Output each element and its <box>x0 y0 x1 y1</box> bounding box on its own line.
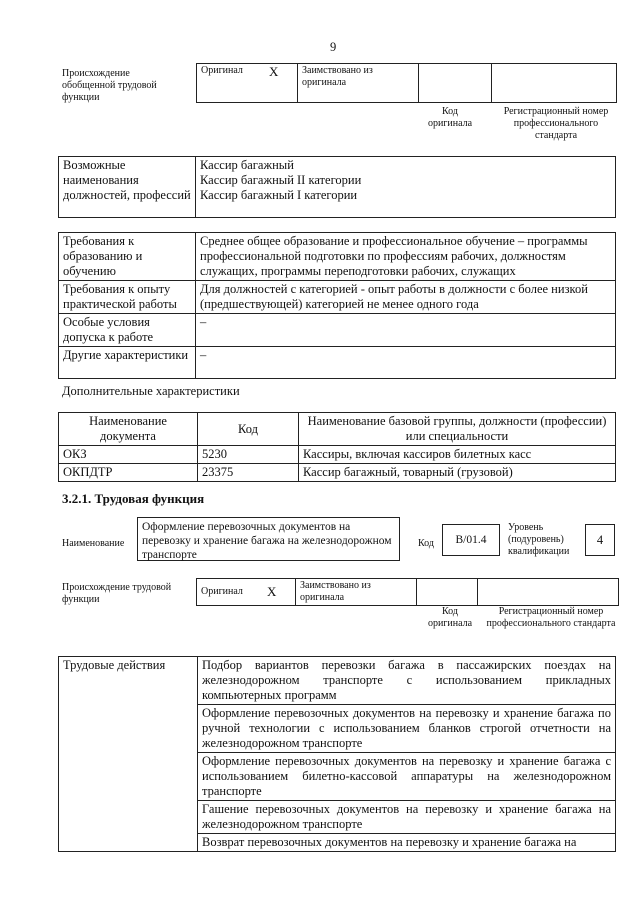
origin-table <box>196 63 617 103</box>
origin-label: Происхождение обобщенной трудовой функции <box>62 68 157 103</box>
original-mark: X <box>265 64 298 103</box>
level-label: Уровень (подуровень) квалификации <box>508 522 570 557</box>
additional-table <box>58 412 616 482</box>
position-item: Кассир багажный II категории <box>200 173 362 187</box>
reg-cell <box>492 64 617 103</box>
reg-cell <box>478 579 619 606</box>
other-value: – <box>196 347 616 379</box>
header-code: Код <box>198 413 299 446</box>
function-name: Оформление перевозочных документов на перевозку и хранение багажа на железнодорожном транспорте <box>137 517 400 561</box>
doc-cell: ОКПДТР <box>59 464 198 482</box>
action-item: Оформление перевозочных документов на перевозку и хранение багажа по ручной технологии с использованием бланков строгой отчетности на железнодорожном транспорте <box>198 705 616 753</box>
origin2-label: Происхождение трудовой функции <box>62 582 172 605</box>
action-item: Подбор вариантов перевозки багажа в пассажирских поездах на железнодорожном транспорте с использованием прикладных компьютерных программ <box>198 657 616 705</box>
group-value: Кассир багажный, товарный (грузовой) <box>299 464 616 482</box>
additional-title: Дополнительные характеристики <box>62 384 240 398</box>
function-code: B/01.4 <box>442 524 500 556</box>
admission-value: – <box>196 314 616 347</box>
original-label: Оригинал <box>197 579 264 606</box>
header-doc: Наименование документа <box>59 413 198 446</box>
section-heading: 3.2.1. Трудовая функция <box>62 491 205 506</box>
position-item: Кассир багажный <box>200 158 294 172</box>
reg-caption: Регистрационный номер профессионального стандарта <box>486 606 616 629</box>
actions-label: Трудовые действия <box>59 657 198 852</box>
original-mark: X <box>263 579 296 606</box>
admission-label: Особые условия допуска к работе <box>59 314 196 347</box>
positions-label: Возможные наименования должностей, профессий <box>59 157 196 218</box>
code-caption: Код оригинала <box>427 106 473 129</box>
code-cell <box>417 579 478 606</box>
origin2-table <box>196 578 619 606</box>
code-cell <box>419 64 492 103</box>
code-label: Код <box>418 538 434 549</box>
code-value: 23375 <box>198 464 299 482</box>
position-item: Кассир багажный I категории <box>200 188 358 202</box>
code-caption: Код оригинала <box>427 606 473 629</box>
name-label: Наименование <box>62 538 125 549</box>
positions-table <box>58 156 616 218</box>
borrowed-label: Заимствовано из оригинала <box>298 64 419 103</box>
action-item: Гашение перевозочных документов на перевозку и хранение багажа на железнодорожном транспорте <box>198 801 616 834</box>
level-value: 4 <box>585 524 615 556</box>
borrowed-label: Заимствовано из оригинала <box>296 579 417 606</box>
requirements-table <box>58 232 616 379</box>
other-label: Другие характеристики <box>59 347 196 379</box>
actions-table <box>58 656 616 852</box>
experience-value: Для должностей с категорией - опыт работы в должности с более низкой (предшествующей) категорией не менее одного года <box>196 281 616 314</box>
education-value: Среднее общее образование и профессиональное обучение – программы профессиональной подготовки по профессиям рабочих, должностям служащих, программы переподготовки рабочих, служащих <box>196 233 616 281</box>
page-number: 9 <box>330 40 337 54</box>
doc-cell: ОКЗ <box>59 446 198 464</box>
experience-label: Требования к опыту практической работы <box>59 281 196 314</box>
education-label: Требования к образованию и обучению <box>59 233 196 281</box>
header-group: Наименование базовой группы, должности (профессии) или специальности <box>299 413 616 446</box>
original-label: Оригинал <box>197 64 266 103</box>
code-value: 5230 <box>198 446 299 464</box>
group-value: Кассиры, включая кассиров билетных касс <box>299 446 616 464</box>
reg-caption: Регистрационный номер профессионального стандарта <box>503 106 609 141</box>
action-item: Возврат перевозочных документов на перевозку и хранение багажа на <box>198 834 616 852</box>
positions-list <box>196 157 616 218</box>
action-item: Оформление перевозочных документов на перевозку и хранение багажа с использованием билетно-кассовой аппаратуры на железнодорожном транспорте <box>198 753 616 801</box>
